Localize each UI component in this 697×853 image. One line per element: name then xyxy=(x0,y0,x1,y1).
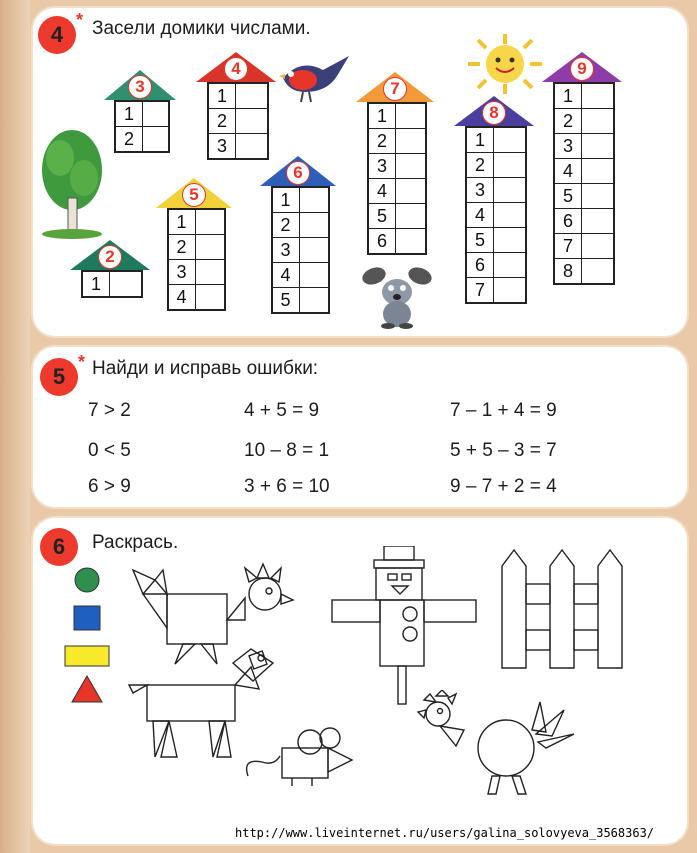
house-8 xyxy=(454,96,534,300)
empty-cell[interactable] xyxy=(396,154,425,178)
house-row xyxy=(273,188,328,212)
house-cells xyxy=(271,186,330,314)
empty-cell[interactable] xyxy=(396,179,425,203)
cell-number: 2 xyxy=(169,235,196,259)
house-row xyxy=(369,228,425,253)
cell-number: 7 xyxy=(555,234,582,258)
cell-number: 4 xyxy=(169,285,196,309)
house-cells xyxy=(81,270,143,298)
cell-number: 3 xyxy=(467,178,494,202)
empty-cell[interactable] xyxy=(300,213,328,237)
house-row xyxy=(467,277,525,302)
empty-cell[interactable] xyxy=(582,134,613,158)
page-edge xyxy=(0,0,30,853)
house-number: 5 xyxy=(182,183,206,207)
empty-cell[interactable] xyxy=(300,263,328,287)
house-6 xyxy=(260,156,336,310)
house-row xyxy=(555,84,613,108)
task-5-title: Найди и исправь ошибки: xyxy=(92,358,319,379)
house-5 xyxy=(156,178,232,307)
task-4-title: Засели домики числами. xyxy=(92,18,311,39)
house-2 xyxy=(70,240,150,294)
task-5-star: * xyxy=(78,352,86,372)
task-4-number: 4 xyxy=(38,16,76,54)
empty-cell[interactable] xyxy=(582,84,613,108)
house-row xyxy=(467,252,525,277)
expression: 9 – 7 + 2 = 4 xyxy=(450,476,557,497)
empty-cell[interactable] xyxy=(582,109,613,133)
cell-number: 5 xyxy=(369,204,396,228)
shapes-legend xyxy=(60,566,120,708)
house-row xyxy=(369,128,425,153)
house-4 xyxy=(196,52,276,156)
empty-cell[interactable] xyxy=(582,209,613,233)
empty-cell[interactable] xyxy=(494,153,525,177)
empty-cell[interactable] xyxy=(494,253,525,277)
expression: 7 > 2 xyxy=(88,400,131,421)
house-row xyxy=(209,133,267,158)
cell-number: 3 xyxy=(169,260,196,284)
tree-illustration xyxy=(38,128,108,240)
cell-number: 1 xyxy=(209,84,236,108)
fence-outline xyxy=(498,548,632,672)
empty-cell[interactable] xyxy=(300,238,328,262)
cell-number: 2 xyxy=(209,109,236,133)
empty-cell[interactable] xyxy=(196,260,224,284)
cell-number: 3 xyxy=(369,154,396,178)
footer-url: http://www.liveinternet.ru/users/galina_solovyeva_3568363/ xyxy=(232,826,657,840)
house-cells xyxy=(207,82,269,160)
cell-number: 3 xyxy=(209,134,236,158)
empty-cell[interactable] xyxy=(582,259,613,283)
empty-cell[interactable] xyxy=(196,285,224,309)
cell-number: 2 xyxy=(273,213,300,237)
house-7 xyxy=(356,72,434,251)
house-row xyxy=(467,202,525,227)
cell-number: 4 xyxy=(467,203,494,227)
house-row xyxy=(116,102,168,126)
house-row xyxy=(273,262,328,287)
empty-cell[interactable] xyxy=(494,128,525,152)
house-row xyxy=(555,258,613,283)
house-number: 8 xyxy=(482,101,506,125)
house-row xyxy=(169,284,224,309)
house-row xyxy=(555,183,613,208)
cell-number: 1 xyxy=(555,84,582,108)
blue-square-icon xyxy=(74,606,100,630)
house-row xyxy=(467,177,525,202)
empty-cell[interactable] xyxy=(196,235,224,259)
cell-number: 1 xyxy=(169,210,196,234)
empty-cell[interactable] xyxy=(396,204,425,228)
house-row xyxy=(273,237,328,262)
house-row xyxy=(369,178,425,203)
task-4-star: * xyxy=(76,10,84,30)
empty-cell[interactable] xyxy=(396,129,425,153)
empty-cell[interactable] xyxy=(300,288,328,312)
cell-number: 2 xyxy=(555,109,582,133)
sun-illustration xyxy=(462,32,548,96)
expression: 5 + 5 – 3 = 7 xyxy=(450,440,557,461)
house-number: 4 xyxy=(224,57,248,81)
empty-cell[interactable] xyxy=(396,104,425,128)
empty-cell[interactable] xyxy=(110,272,141,296)
house-number: 6 xyxy=(286,161,310,185)
empty-cell[interactable] xyxy=(396,229,425,253)
house-number: 7 xyxy=(383,77,407,101)
task-6-number: 6 xyxy=(40,528,78,566)
house-row xyxy=(467,152,525,177)
red-triangle-icon xyxy=(72,676,102,702)
empty-cell[interactable] xyxy=(196,210,224,234)
house-cells xyxy=(553,82,615,285)
cell-number: 1 xyxy=(467,128,494,152)
empty-cell[interactable] xyxy=(494,203,525,227)
house-cells xyxy=(465,126,527,304)
house-row xyxy=(209,108,267,133)
yellow-rectangle-icon xyxy=(65,646,109,666)
house-number: 2 xyxy=(98,245,122,269)
empty-cell[interactable] xyxy=(236,109,267,133)
expression: 4 + 5 = 9 xyxy=(244,400,320,421)
cell-number: 2 xyxy=(116,127,143,151)
cell-number: 5 xyxy=(467,228,494,252)
empty-cell[interactable] xyxy=(236,134,267,158)
empty-cell[interactable] xyxy=(143,127,168,151)
cell-number: 1 xyxy=(116,102,143,126)
house-row xyxy=(555,108,613,133)
cell-number: 4 xyxy=(369,179,396,203)
cell-number: 1 xyxy=(273,188,300,212)
house-row xyxy=(273,287,328,312)
cell-number: 1 xyxy=(83,272,110,296)
bird-illustration xyxy=(277,52,357,106)
task-6-title: Раскрась. xyxy=(92,532,179,553)
house-3 xyxy=(104,70,176,149)
house-row xyxy=(369,104,425,128)
cell-number: 2 xyxy=(369,129,396,153)
cell-number: 6 xyxy=(467,253,494,277)
empty-cell[interactable] xyxy=(582,234,613,258)
cell-number: 3 xyxy=(555,134,582,158)
house-row xyxy=(369,203,425,228)
house-row xyxy=(555,208,613,233)
cell-number: 4 xyxy=(273,263,300,287)
cell-number: 7 xyxy=(467,278,494,302)
scarecrow-outline xyxy=(328,546,488,706)
empty-cell[interactable] xyxy=(494,278,525,302)
cell-number: 6 xyxy=(369,229,396,253)
house-row xyxy=(169,234,224,259)
dog-illustration xyxy=(360,264,434,330)
empty-cell[interactable] xyxy=(300,188,328,212)
cell-number: 5 xyxy=(555,184,582,208)
house-row xyxy=(555,133,613,158)
cell-number: 3 xyxy=(273,238,300,262)
house-row xyxy=(273,212,328,237)
house-row xyxy=(467,227,525,252)
house-row xyxy=(83,272,141,296)
empty-cell[interactable] xyxy=(582,184,613,208)
house-row xyxy=(555,233,613,258)
cell-number: 4 xyxy=(555,159,582,183)
expression: 0 < 5 xyxy=(88,440,131,461)
expression: 6 > 9 xyxy=(88,476,131,497)
expression: 10 – 8 = 1 xyxy=(244,440,330,461)
house-number: 9 xyxy=(570,57,594,81)
empty-cell[interactable] xyxy=(236,84,267,108)
house-cells xyxy=(167,208,226,311)
cell-number: 1 xyxy=(369,104,396,128)
house-row xyxy=(555,158,613,183)
expression: 7 – 1 + 4 = 9 xyxy=(450,400,557,421)
empty-cell[interactable] xyxy=(143,102,168,126)
cell-number: 2 xyxy=(467,153,494,177)
empty-cell[interactable] xyxy=(582,159,613,183)
house-row xyxy=(116,126,168,151)
house-row xyxy=(467,128,525,152)
mouse-outline xyxy=(240,724,360,792)
house-row xyxy=(369,153,425,178)
house-row xyxy=(169,210,224,234)
house-cells xyxy=(114,100,170,153)
cell-number: 8 xyxy=(555,259,582,283)
expression: 3 + 6 = 10 xyxy=(244,476,330,497)
house-number: 3 xyxy=(128,75,152,99)
cell-number: 6 xyxy=(555,209,582,233)
cell-number: 5 xyxy=(273,288,300,312)
green-circle-icon xyxy=(75,568,99,592)
house-row xyxy=(169,259,224,284)
rooster-2-outline xyxy=(414,690,584,800)
empty-cell[interactable] xyxy=(494,228,525,252)
house-cells xyxy=(367,102,427,255)
empty-cell[interactable] xyxy=(494,178,525,202)
house-row xyxy=(209,84,267,108)
task-5-number: 5 xyxy=(40,358,78,396)
house-9 xyxy=(542,52,622,281)
